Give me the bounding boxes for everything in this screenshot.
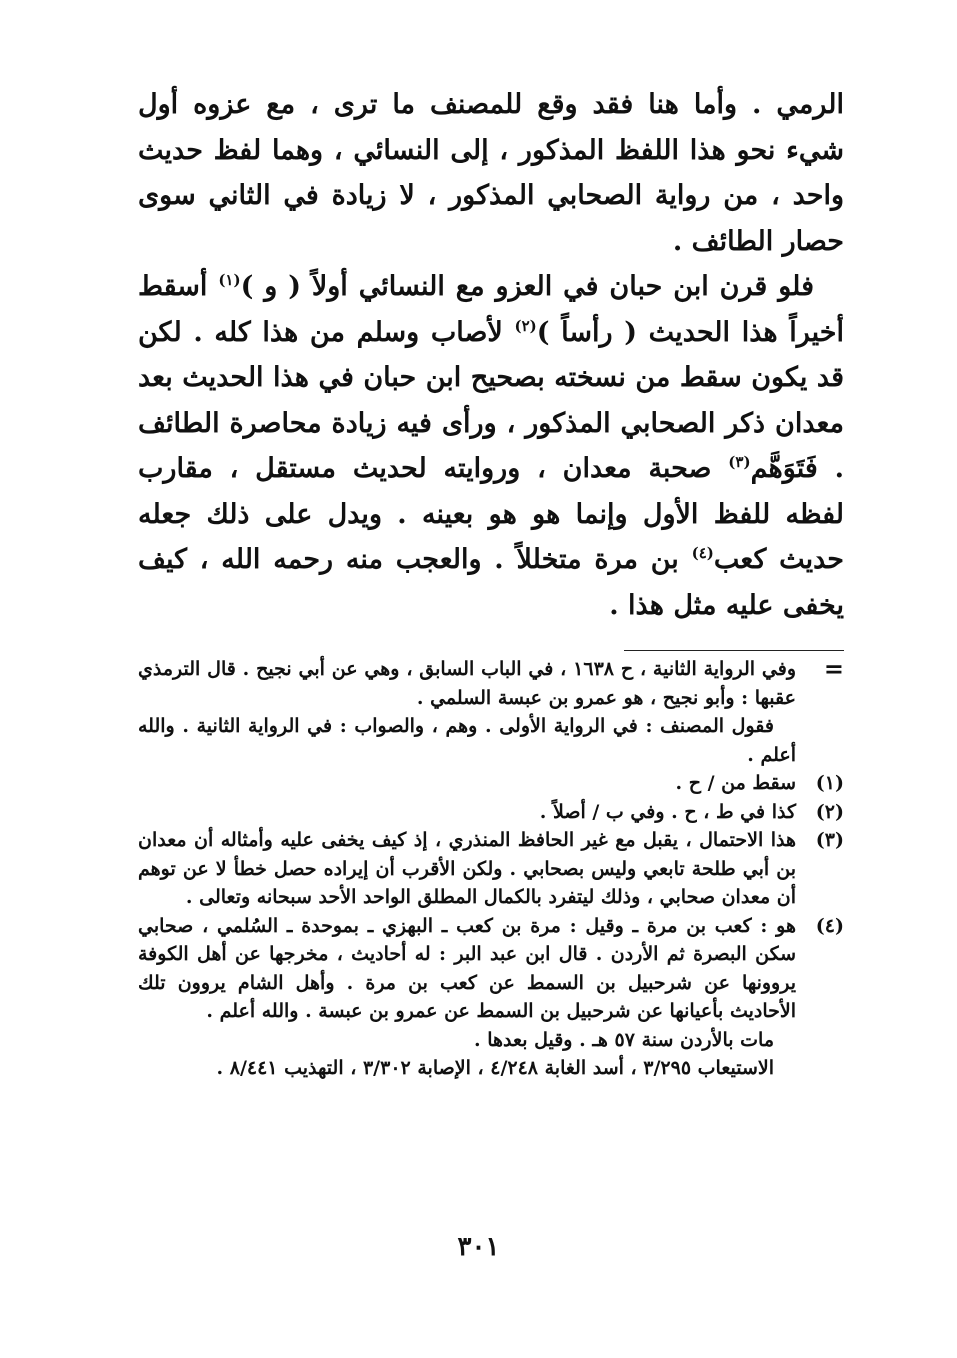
- footnote-ref-2[interactable]: (٢): [514, 316, 537, 335]
- paragraph-2-part-a: فلو قرن ابن حبان في العزو مع النسائي أولاً ( و ): [240, 271, 814, 302]
- footnote-3: [138, 826, 844, 912]
- page-number: ٣٠١: [457, 1232, 500, 1262]
- paragraph-2: [138, 264, 844, 628]
- footnote-4-text-2: مات بالأردن سنة ٥٧ هـ . وقيل بعدها .: [474, 1028, 774, 1051]
- footnote-4: [138, 912, 844, 1083]
- footnote-continued-text-2: فقول المصنف : في الرواية الأولى . وهم ، والصواب : في الرواية الثانية . والله أعلم .: [138, 715, 796, 766]
- footnote-separator: [624, 650, 844, 651]
- main-text: [138, 82, 844, 628]
- footnote-ref-3[interactable]: (٣): [728, 453, 751, 471]
- footnote-continued-mark: =: [823, 654, 844, 683]
- footnote-4-text-1: هو : كعب بن مرة ـ وقيل : مرة بن كعب ـ البهزي ـ بموحدة ـ السُلمي ، صحابي سكن البصرة ثم الأردن . قال ابن عبد البر : له أحاديث ، مخرجها عن أهل الكوفة يروونها عن شرحبيل بن السمط عن كعب بن مرة . وأهل الشام يروون تلك الأحاديث بأعيانها عن شرحبيل بن السمط عن عمرو بن عبسة . والله أعلم .: [138, 914, 796, 1022]
- footnote-4-mark: (٤): [815, 914, 844, 937]
- footnote-2: [138, 798, 844, 827]
- footnotes: [138, 655, 844, 1083]
- footnote-4-text-3: الاستيعاب ٣/٢٩٥ ، أسد الغابة ٤/٢٤٨ ، الإصابة ٣/٣٠٢ ، التهذيب ٨/٤٤١ .: [216, 1057, 774, 1079]
- paragraph-2-part-b: أسقط أخيراً هذا الحديث ( رأساً ): [138, 271, 845, 348]
- footnote-continued-text-1: وفي الرواية الثانية ، ح ١٦٣٨ ، في الباب السابق ، وهي عن أبي نجيح . قال الترمذي عقبها : وأبو نجيح ، هو عمرو بن عبسة السلمي .: [138, 658, 796, 709]
- footnote-2-mark: (٢): [815, 800, 844, 823]
- page-content: [138, 82, 844, 1083]
- footnote-ref-4[interactable]: (٤): [691, 544, 714, 562]
- footnote-1-mark: (١): [815, 772, 844, 794]
- footnote-ref-1[interactable]: (١): [218, 271, 241, 289]
- footnote-2-text: كذا في ط ، ح . وفي ب / أصلاً .: [539, 800, 796, 823]
- footnote-continued: [138, 655, 844, 769]
- paragraph-2-part-c: لأصاب وسلم من هذا كله . لكن قد يكون سقط من نسخته بصحيح ابن حبان في هذا الحديث بعد معدان ذكر الصحابي المذكور ، ورأى فيه زيادة محاصرة الطائف . فَتَوَهَّم: [138, 316, 845, 484]
- footnote-1: [138, 769, 844, 798]
- paragraph-2-part-d: صحبة معدان ، وروايته لحديث مستقل ، مقارب لفظه للفظ الأول وإنما هو هو بعينه . ويدل على ذلك جعله حديث كعب: [138, 453, 844, 575]
- footnote-1-text: سقط من / ح .: [675, 772, 796, 794]
- paragraph-1: الرمي . وأما هنا فقد وقع للمصنف ما ترى ، مع عزوه أول شيء نحو هذا اللفظ المذكور ، إلى النسائي ، وهما لفظ حديث واحد ، من رواية الصحابي المذكور ، لا زيادة في الثاني سوى حصار الطائف .: [138, 89, 844, 257]
- footnote-3-mark: (٣): [815, 829, 844, 851]
- paragraph-2-part-e: بن مرة متخللاً . والعجب منه رحمه الله ، كيف يخفى عليه مثل هذا .: [138, 544, 844, 621]
- footnote-3-text: هذا الاحتمال ، يقبل مع غير الحافظ المنذري ، إذ كيف يخفى عليه وأمثاله أن معدان بن أبي طلحة تابعي وليس بصحابي . ولكن الأقرب أن إيراده حصل خطأ لا عن توهم أن معدان صحابي ، وذلك ليتفرد بالكمال المطلق الواحد الأحد سبحانه وتعالى .: [138, 829, 796, 908]
